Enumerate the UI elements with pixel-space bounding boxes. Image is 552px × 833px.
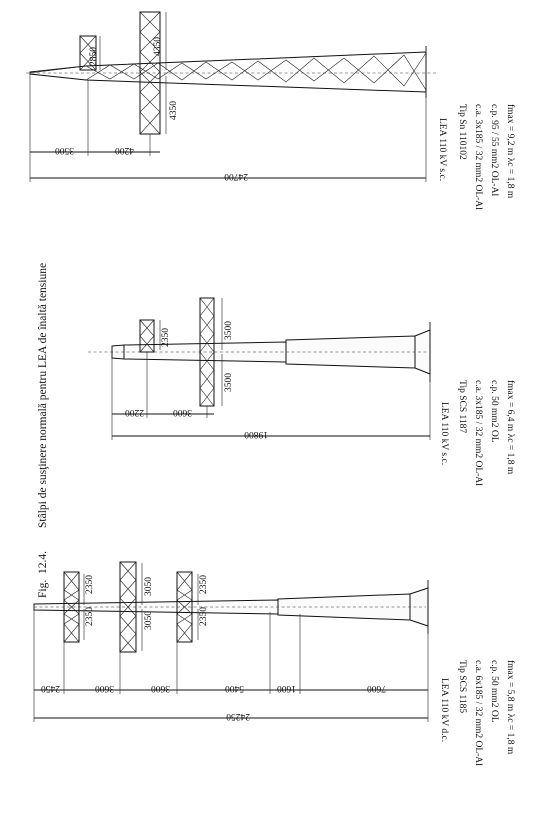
line-label: LEA 110 kV s.c. bbox=[439, 402, 449, 466]
total-height-dim: 24700 bbox=[224, 171, 248, 181]
spec-f: fmax = 9,2 m λc = 1,8 m bbox=[505, 104, 515, 199]
tower-type: Tip SCS 1185 bbox=[457, 660, 467, 714]
tower-sn-110102 bbox=[26, 12, 516, 210]
segment-dim-1: 2450 bbox=[41, 683, 60, 693]
segment-dim-2: 3600 bbox=[95, 683, 114, 693]
spec-ca: c.a. 6x185 / 32 mm2 OL-Al bbox=[473, 660, 483, 766]
spec-cp: c.p. 50 mm2 OL bbox=[489, 660, 499, 723]
segment-dim-2: 4200 bbox=[115, 145, 134, 155]
spec-f: fmax = 6,4 m λc = 1,8 m bbox=[505, 380, 515, 475]
segment-dim-5: 1600 bbox=[277, 683, 296, 693]
segment-dim-2: 3600 bbox=[173, 407, 192, 417]
figure-number: 12.4. bbox=[37, 551, 49, 574]
arm-3-left-dim: 2350 bbox=[199, 607, 209, 626]
total-height-dim: 19800 bbox=[244, 429, 268, 439]
spec-cp: c.p. 50 mm2 OL bbox=[489, 380, 499, 443]
segment-dim-1: 3500 bbox=[55, 145, 74, 155]
arm-2-right-dim: 4350 bbox=[153, 37, 163, 56]
arm-2-right-dim: 3500 bbox=[224, 321, 234, 340]
tower-type: Tip Sn 110102 bbox=[457, 104, 467, 160]
segment-dim-1: 2200 bbox=[125, 407, 144, 417]
line-label: LEA 110 kV d.c. bbox=[439, 678, 449, 743]
pole-base bbox=[415, 330, 430, 374]
segment-dim-4: 5400 bbox=[225, 683, 244, 693]
segment-dim-3: 3600 bbox=[151, 683, 170, 693]
arm-1-right-dim: 2350 bbox=[161, 328, 171, 347]
arm-2-left-dim: 3050 bbox=[144, 611, 154, 630]
arm-2-left-dim: 3500 bbox=[224, 373, 234, 392]
arm-3-right-dim: 2350 bbox=[199, 575, 209, 594]
arm-1-right-dim: 2350 bbox=[85, 575, 95, 594]
tower-scs-1187 bbox=[88, 298, 516, 486]
spec-cp: c.p. 95 / 55 mm2 OL-Al bbox=[489, 104, 499, 197]
arm-1-left-dim: 2350 bbox=[85, 607, 95, 626]
tower-type: Tip SCS 1187 bbox=[457, 380, 467, 434]
figure-title: Stâlpi de susţinere normală pentru LEA de înaltă tensiune bbox=[37, 262, 49, 528]
arm-2-left-dim: 4350 bbox=[169, 101, 179, 120]
arm-1-right-dim: 2850 bbox=[89, 47, 99, 66]
spec-ca: c.a. 3x185 / 32 mm2 OL-Al bbox=[473, 380, 483, 486]
arm-2-right-dim: 3050 bbox=[144, 577, 154, 596]
segment-dim-6: 7600 bbox=[367, 683, 386, 693]
spec-ca: c.a. 3x185 / 32 mm2 OL-Al bbox=[473, 104, 483, 210]
line-label: LEA 110 kV s.c. bbox=[437, 118, 447, 182]
spec-f: fmax = 5,8 m λc = 1,8 m bbox=[505, 660, 515, 755]
total-height-dim: 24250 bbox=[226, 711, 250, 721]
tower-scs-1185 bbox=[34, 562, 516, 766]
figure-label: Fig. bbox=[37, 579, 49, 598]
